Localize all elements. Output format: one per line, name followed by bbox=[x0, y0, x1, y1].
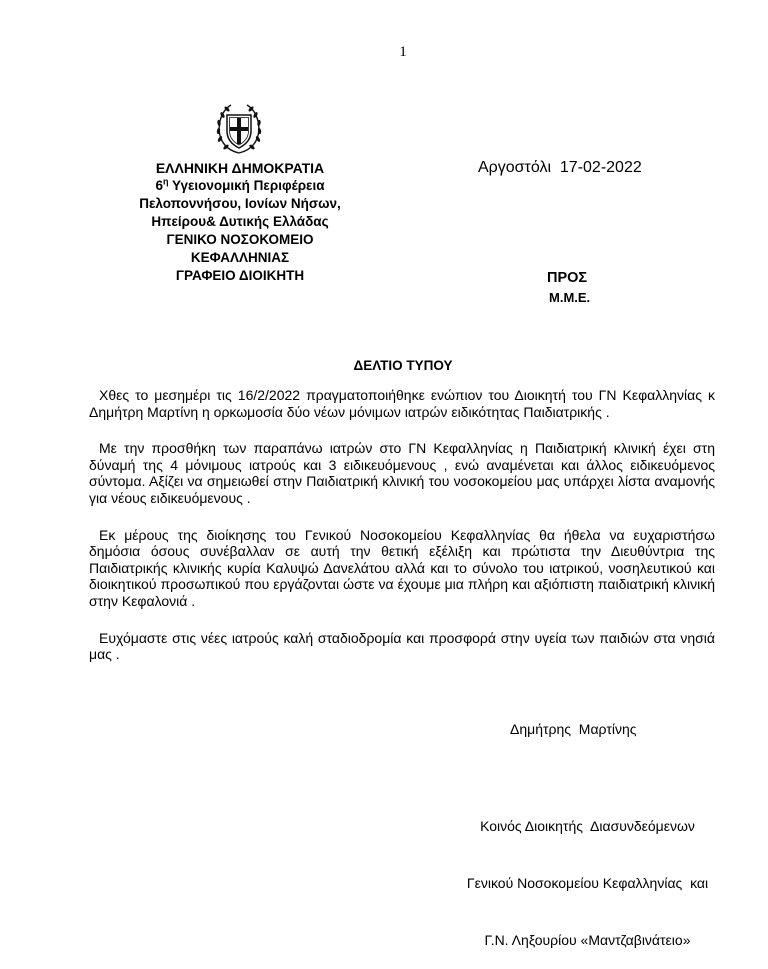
signatory-title-line: Γ.Ν. Ληξουρίου «Μαντζαβινάτειο» bbox=[484, 932, 691, 948]
region-ordinal: η bbox=[163, 176, 169, 187]
page-number: 1 bbox=[399, 44, 407, 60]
place-date bbox=[478, 159, 642, 177]
issuer-office: ΓΡΑΦΕΙΟ ΔΙΟΙΚΗΤΗ bbox=[175, 268, 305, 283]
region-number: 6 bbox=[155, 178, 164, 193]
place: Αργοστόλι bbox=[478, 159, 552, 176]
to-label: ΠΡΟΣ bbox=[547, 270, 588, 286]
date: 17-02-2022 bbox=[559, 159, 642, 176]
body-paragraph: Ευχόμαστε στις νέες ιατρούς καλή σταδιοδρομία και προσφορά στην υγεία των παιδιών στα νησιά μας . bbox=[89, 629, 715, 663]
issuer-block bbox=[100, 159, 380, 285]
document-title: ΔΕΛΤΙΟ ΤΥΠΟΥ bbox=[353, 358, 453, 373]
recipient: Μ.Μ.Ε. bbox=[549, 290, 591, 305]
issuer-country: ΕΛΛΗΝΙΚΗ ΔΗΜΟΚΡΑΤΙΑ bbox=[155, 160, 325, 176]
issuer-hospital-location: ΚΕΦΑΛΛΗΝΙΑΣ bbox=[190, 250, 290, 265]
signatory-title bbox=[420, 779, 755, 969]
hellenic-republic-coat-of-arms-icon bbox=[214, 101, 264, 157]
issuer-hospital: ΓΕΝΙΚΟ ΝΟΣΟΚΟΜΕΙΟ bbox=[166, 232, 314, 247]
document-body bbox=[89, 387, 715, 683]
issuer-region-line-3: Ηπείρου& Δυτικής Ελλάδας bbox=[151, 214, 329, 229]
signatory-name: Δημήτρης Μαρτίνης bbox=[510, 721, 637, 737]
issuer-region-line-2: Πελοποννήσου, Ιονίων Νήσων, bbox=[139, 196, 341, 211]
region-label: Υγειονομική Περιφέρεια bbox=[172, 178, 325, 193]
body-paragraph: Χθες το μεσημέρι τις 16/2/2022 πραγματοποιήθηκε ενώπιον του Διοικητή του ΓΝ Κεφαλληνίας κ Δημήτρη Μαρτίνη η ορκωμοσία δύο νέων μόνιμων ιατρών ειδικότητας Παιδιατρικής . bbox=[89, 387, 715, 420]
body-paragraph: Εκ μέρους της διοίκησης του Γενικού Νοσοκομείου Κεφαλληνίας θα ήθελα να ευχαριστήσω δημόσια όσους συνέβαλλαν σε αυτή την θετική εξέλιξη και πρώτιστα την Διευθύντρια της Παιδιατρικής κλινικής κυρία Καλυψώ Δανελάτου αλλά και το σύνολο του ιατρικού, νοσηλευτικού και διοικητικού προσωπικού που εργάζονται ώστε να έχουμε μια πλήρη και αξιόπιστη παιδιατρική κλινική στην Κεφαλονιά . bbox=[89, 526, 715, 609]
body-paragraph: Με την προσθήκη των παραπάνω ιατρών στο ΓΝ Κεφαλληνίας η Παιδιατρική κλινική έχει στη δύναμή της 4 μόνιμους ιατρούς και 3 ειδικευόμενους , ενώ αναμένεται και άλλος ειδικευόμενος σύντομα. Αξίζει να σημειωθεί στην Παιδιατρική κλινική του νοσοκομείου μας υπάρχει λίστα αναμονής για νέους ειδικευόμενους . bbox=[89, 440, 715, 506]
signatory-title-line: Κοινός Διοικητής Διασυνδεόμενων bbox=[480, 818, 695, 834]
issuer-region bbox=[100, 177, 380, 195]
signatory-title-line: Γενικού Νοσοκομείου Κεφαλληνίας και bbox=[466, 875, 709, 891]
